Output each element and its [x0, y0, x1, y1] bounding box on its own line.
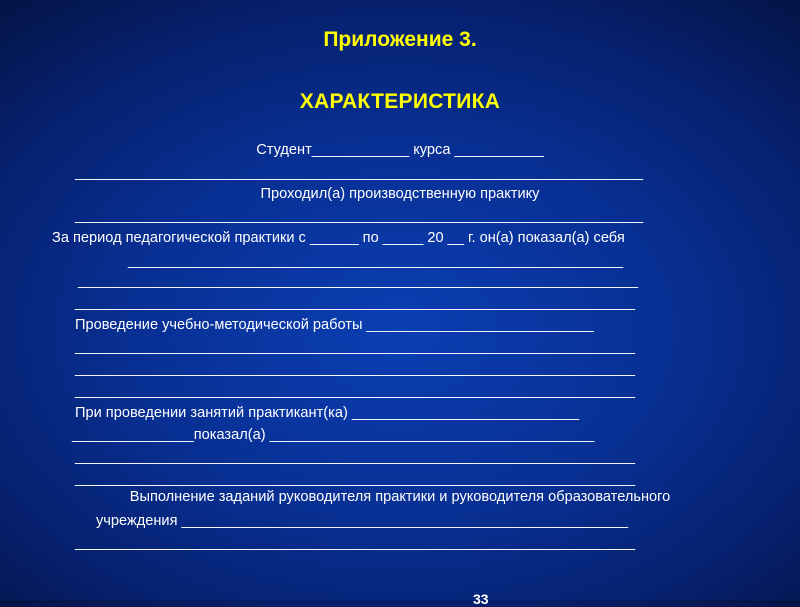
blank-line: _____________________________________________________________: [128, 253, 624, 269]
page-number: 33: [473, 591, 489, 607]
blank-line: _____________________________________________________________________: [75, 295, 636, 311]
student-course-line: Студент____________ курса ___________: [256, 142, 544, 158]
blank-line: _____________________________________________________________________: [75, 535, 636, 551]
period-line: За период педагогической практики с ______ по _____ 20 __ г. он(а) показал(а) себя: [52, 230, 625, 246]
document-title: ХАРАКТЕРИСТИКА: [299, 90, 501, 113]
appendix-title: Приложение 3.: [323, 28, 477, 51]
blank-line: _____________________________________________________________________: [75, 361, 636, 377]
blank-line: _____________________________________________________________________: [75, 471, 636, 487]
assignments-line: Выполнение заданий руководителя практики и руководителя образовательного: [129, 489, 671, 505]
showed-line: _______________показал(а) ________________________________________: [72, 427, 595, 443]
practice-type-line: Проходил(а) производственную практику: [260, 186, 540, 202]
classes-line: При проведении занятий практикант(ка) ____________________________: [75, 405, 580, 421]
blank-line: ______________________________________________________________________: [75, 165, 644, 181]
methodical-work-line: Проведение учебно-методической работы ____________________________: [75, 317, 594, 333]
blank-line: _____________________________________________________________________: [75, 449, 636, 465]
institution-line: учреждения _______________________________________________________: [96, 513, 628, 529]
blank-line: _____________________________________________________________________: [75, 339, 636, 355]
blank-line: _____________________________________________________________________: [75, 383, 636, 399]
blank-line: _____________________________________________________________________: [78, 273, 639, 289]
blank-line: ______________________________________________________________________: [75, 208, 644, 224]
